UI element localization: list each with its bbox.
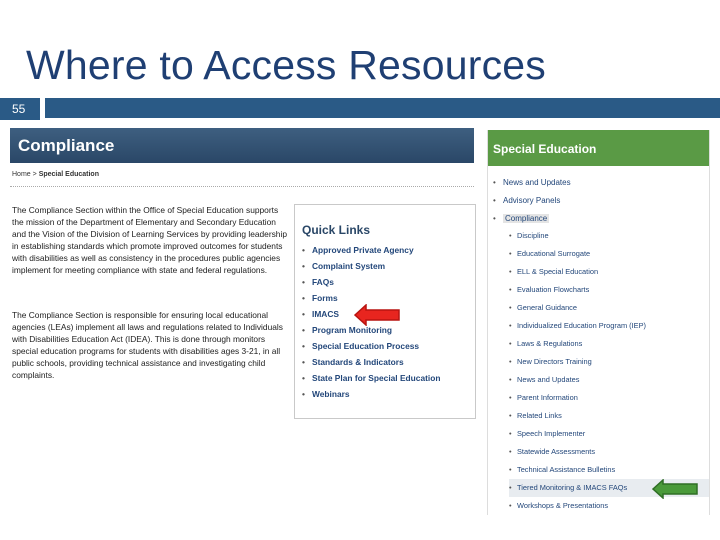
quick-link-webinars[interactable]: • Webinars: [302, 386, 475, 402]
compliance-paragraph-1: The Compliance Section within the Office of Special Education supports the mission of the Department of Elementary and Secondary Education and the Vision of the Division of Learning Services by providing leadership in establishing standards which promote improved outcomes for students with disabilities as well as consistency in the procedures public agencies implement for meeting compliance with state and federal regulations.: [12, 205, 287, 275]
breadcrumb-home-link[interactable]: Home: [12, 171, 31, 178]
nav-sub-statewide-assessments[interactable]: • Statewide Assessments: [509, 443, 709, 461]
quick-link-faqs[interactable]: • FAQs: [302, 274, 475, 290]
quick-links-title: Quick Links: [302, 223, 371, 237]
nav-sub-related-links[interactable]: • Related Links: [509, 407, 709, 425]
nav-sub-new-directors-training[interactable]: • New Directors Training: [509, 353, 709, 371]
nav-sub-speech-implementer[interactable]: • Speech Implementer: [509, 425, 709, 443]
compliance-header: Compliance: [10, 128, 474, 163]
bullet-icon: •: [509, 285, 512, 294]
bullet-icon: •: [509, 231, 512, 240]
green-arrow-icon: [652, 479, 698, 499]
bullet-icon: •: [302, 373, 305, 383]
compliance-screenshot: [10, 128, 476, 418]
bullet-icon: •: [509, 411, 512, 420]
bullet-icon: •: [509, 267, 512, 276]
special-education-header: Special Education: [488, 130, 709, 166]
nav-news-and-updates[interactable]: • News and Updates: [493, 174, 709, 192]
bullet-icon: •: [302, 261, 305, 271]
compliance-paragraph-2: The Compliance Section is responsible for ensuring local educational agencies (LEAs) implement all laws and regulations related to Individuals with Disabilities Education Act (IDEA). This is done through monitors special education programs for students with disabilities ages 3-21, in all public schools, providing technical assistance and investigating child complaints.: [12, 310, 283, 380]
nav-sub-iep[interactable]: • Individualized Education Program (IEP): [509, 317, 709, 335]
bullet-icon: •: [493, 196, 496, 205]
breadcrumb: [12, 171, 99, 178]
nav-advisory-panels[interactable]: • Advisory Panels: [493, 192, 709, 210]
title-bar: [45, 98, 720, 118]
nav-sub-laws-regulations[interactable]: • Laws & Regulations: [509, 335, 709, 353]
divider: [10, 186, 474, 187]
bullet-icon: •: [509, 249, 512, 258]
nav-sub-parent-information[interactable]: • Parent Information: [509, 389, 709, 407]
nav-sub-general-guidance[interactable]: • General Guidance: [509, 299, 709, 317]
quick-link-approved-private-agency[interactable]: • Approved Private Agency: [302, 242, 475, 258]
slide-number: 55: [0, 98, 40, 120]
nav-sub-evaluation-flowcharts[interactable]: • Evaluation Flowcharts: [509, 281, 709, 299]
quick-link-forms[interactable]: • Forms: [302, 290, 475, 306]
nav-compliance[interactable]: • Compliance: [493, 210, 709, 228]
bullet-icon: •: [509, 339, 512, 348]
breadcrumb-separator: >: [32, 171, 37, 178]
bullet-icon: •: [302, 325, 305, 335]
nav-sub-news-and-updates[interactable]: • News and Updates: [509, 371, 709, 389]
nav-sub-technical-assistance-bulletins[interactable]: • Technical Assistance Bulletins: [509, 461, 709, 479]
quick-link-special-education-process[interactable]: • Special Education Process: [302, 338, 475, 354]
nav-sub-ell-special-education[interactable]: • ELL & Special Education: [509, 263, 709, 281]
bullet-icon: •: [493, 214, 496, 223]
bullet-icon: •: [509, 357, 512, 366]
bullet-icon: •: [509, 465, 512, 474]
quick-link-program-monitoring[interactable]: • Program Monitoring: [302, 322, 475, 338]
quick-link-state-plan[interactable]: • State Plan for Special Education: [302, 370, 475, 386]
bullet-icon: •: [509, 393, 512, 402]
bullet-icon: •: [302, 341, 305, 351]
bullet-icon: •: [509, 447, 512, 456]
nav-sub-discipline[interactable]: • Discipline: [509, 227, 709, 245]
nav-sub-educational-surrogate[interactable]: • Educational Surrogate: [509, 245, 709, 263]
special-education-nav-screenshot: [487, 130, 710, 515]
bullet-icon: •: [302, 293, 305, 303]
bullet-icon: •: [302, 277, 305, 287]
bullet-icon: •: [509, 303, 512, 312]
quick-link-standards-indicators[interactable]: • Standards & Indicators: [302, 354, 475, 370]
nav-sub-tiered-monitoring-imacs-faqs[interactable]: • Tiered Monitoring & IMACS FAQs: [509, 479, 709, 497]
breadcrumb-current[interactable]: Special Education: [38, 171, 99, 178]
bullet-icon: •: [509, 429, 512, 438]
nav-sub-workshops-presentations[interactable]: • Workshops & Presentations: [509, 497, 709, 515]
bullet-icon: •: [493, 178, 496, 187]
bullet-icon: •: [302, 357, 305, 367]
quick-link-imacs[interactable]: • IMACS: [302, 306, 475, 322]
bullet-icon: •: [509, 375, 512, 384]
bullet-icon: •: [302, 245, 305, 255]
bullet-icon: •: [509, 321, 512, 330]
bullet-icon: •: [509, 483, 512, 492]
slide-title: Where to Access Resources: [26, 42, 546, 88]
bullet-icon: •: [509, 501, 512, 510]
red-arrow-icon: [354, 304, 400, 326]
bullet-icon: •: [302, 309, 305, 319]
bullet-icon: •: [302, 389, 305, 399]
quick-link-complaint-system[interactable]: • Complaint System: [302, 258, 475, 274]
